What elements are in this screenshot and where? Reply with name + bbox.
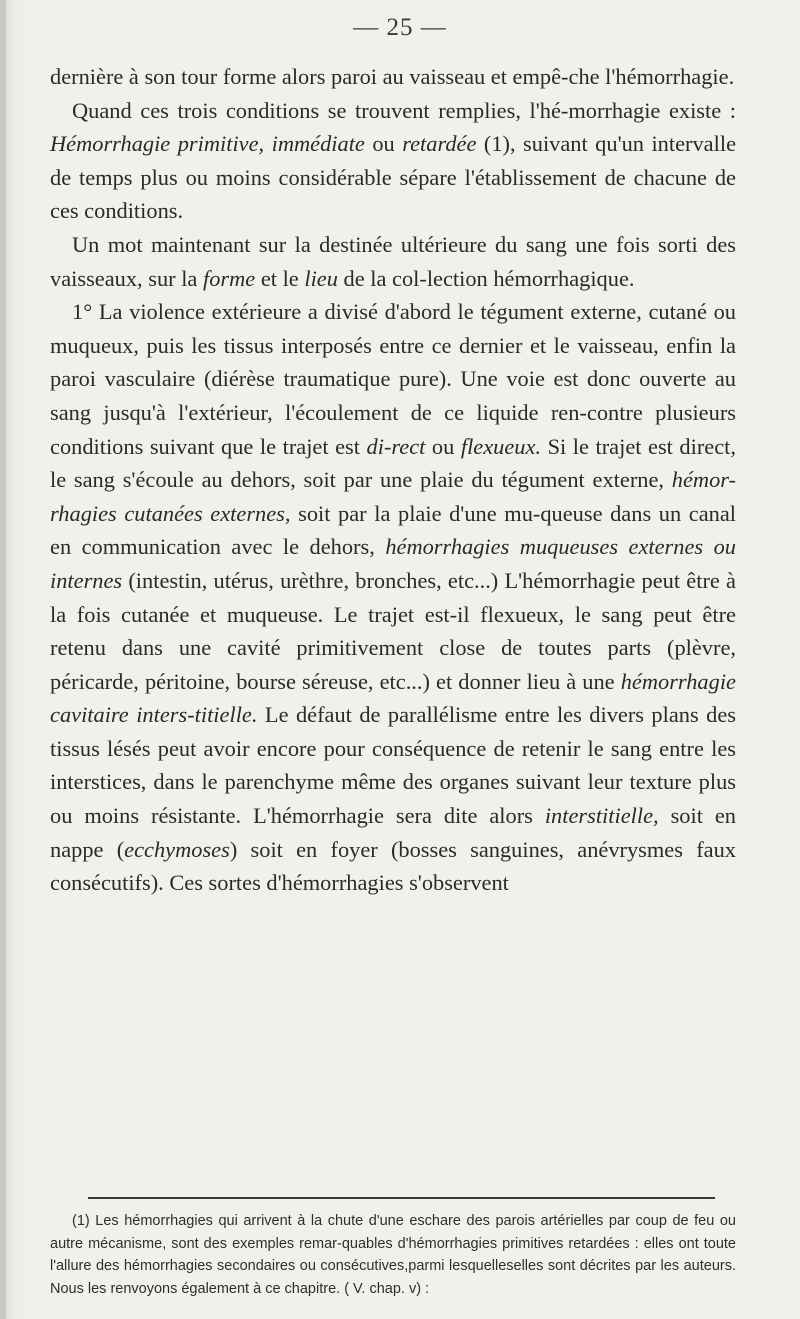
page-gutter-shadow	[0, 0, 6, 1319]
italic-term: flexueux.	[460, 433, 542, 459]
italic-term: ecchymoses	[124, 836, 230, 862]
paragraph-text: dernière à son tour forme alors paroi au vaisseau et empê-che l'hémorrhagie.	[50, 64, 735, 89]
footnote-text: (1) Les hémorrhagies qui arrivent à la chute d'une eschare des parois artérielles par coup de feu ou autre mécanisme, sont des exemples remar-quables d'hémorrhagies primitives retardées : elles ont toute l'allure des hémorrhagies secondaires ou consécutives,parmi lesquelleselles sont décrites par les auteurs. Nous les renvoyons également à ce chapitre. ( V. chap. v) :	[50, 1213, 736, 1297]
paragraph-hemorrhagie-conditions	[50, 94, 736, 228]
footnote-separator	[88, 1197, 715, 1199]
paragraph-text: Le défaut de parallélisme entre les divers plans des tissus lésés peut avoir encore pour conséquence de retenir le sang entre les interstices, dans le parenchyme même des organes suivant leur texture plus ou moins résistante. L'hémorrhagie sera dite alors	[50, 702, 736, 829]
italic-term: forme	[202, 265, 256, 291]
paragraph-text: (intestin, utérus, urèthre, bronches, etc...) L'hémorrhagie peut être à la fois cutanée et muqueuse. Le trajet est-il flexueux, le sang peut être retenu dans une cavité primitivement close de toutes parts (plèvre, péricarde, péritoine, bourse séreuse, etc...) et donner lieu à une	[50, 567, 736, 694]
paragraph-text: 1° La violence extérieure a divisé d'abord le tégument externe, cutané ou muqueux, puis les tissus interposés entre ce dernier et le vaisseau, enfin la paroi vasculaire (diérèse traumatique pure). Une voie est donc ouverte au sang jusqu'à l'extérieur, l'écoulement de ce liquide ren-contre plusieurs conditions suivant que le trajet est	[50, 299, 736, 459]
paragraph-text: Si le trajet est direct, le sang s'écoule au dehors, soit par une plaie du tégument externe,	[50, 433, 736, 493]
body-text	[50, 60, 736, 900]
italic-term: hémorrhagies muqueuses externes ou internes	[50, 534, 736, 593]
italic-term: hémor-rhagies cutanées externes,	[50, 467, 736, 526]
paragraph-continuation	[50, 60, 736, 94]
paragraph-text: ou	[425, 433, 461, 459]
paragraph-text: de la col-lection hémorrhagique.	[337, 265, 635, 291]
paragraph-text: soit par la plaie d'une mu-queuse dans un canal en communication avec le dehors,	[50, 500, 736, 560]
italic-term: di-rect	[366, 433, 426, 459]
paragraph-text: Un mot maintenant sur la destinée ultérieure du sang une fois sorti des vaisseaux, sur la	[50, 231, 736, 291]
paragraph-text: Quand ces trois conditions se trouvent remplies, l'hé-morrhagie existe :	[72, 97, 736, 123]
paragraph-violence-exterieure	[50, 295, 736, 900]
italic-term: Hémorrhagie primitive, immédiate	[50, 131, 365, 157]
italic-term: lieu	[304, 265, 338, 291]
italic-term: hémorrhagie cavitaire inters-titielle.	[50, 668, 736, 728]
italic-term: retardée	[402, 131, 477, 157]
page-number: — 25 —	[353, 14, 447, 41]
paragraph-text: (1), suivant qu'un intervalle de temps plus ou moins considérable sépare l'établissement de chacune de ces conditions.	[50, 131, 737, 224]
paragraph-text: ou	[364, 131, 403, 157]
paragraph-text: soit en nappe (	[50, 803, 736, 862]
paragraph-text: ) soit en foyer (bosses sanguines, anévrysmes faux consécutifs). Ces sortes d'hémorrhagies s'observent	[50, 836, 736, 896]
footnote	[50, 1210, 736, 1300]
paragraph-destinee-sang	[50, 228, 736, 295]
italic-term: interstitielle,	[544, 803, 659, 829]
paragraph-text: et le	[255, 265, 305, 291]
